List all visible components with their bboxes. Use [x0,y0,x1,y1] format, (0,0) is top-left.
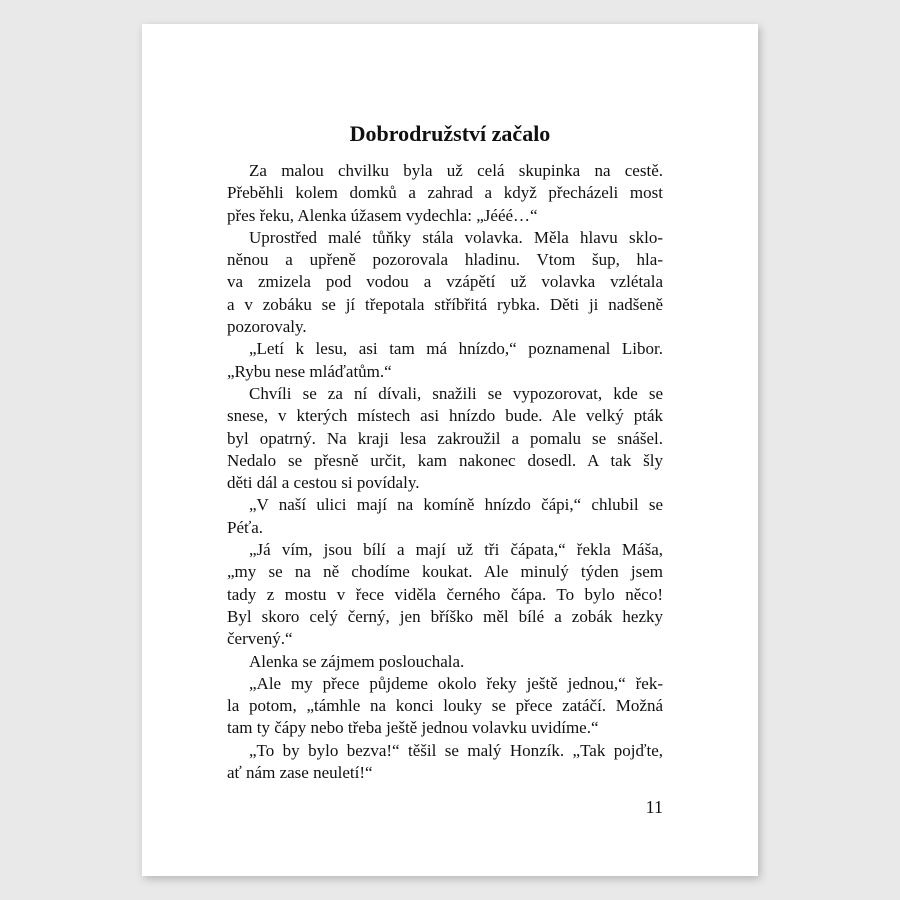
text-line: Alenka se zájmem poslouchala. [249,651,465,671]
text-line: „Ale my přece půjdeme okolo řeky ještě jednou,“ řek- [249,673,663,693]
text-line: „To by bylo bezva!“ těšil se malý Honzík. „Tak pojďte, [249,740,663,760]
text-line: „Rybu nese mláďatům.“ [227,361,392,381]
text-line: Za malou chvilku byla už celá skupinka na cestě. [249,161,663,180]
text-line: tady z mostu v řece viděla černého čápa. To bylo něco! [227,584,663,604]
text-line: Byl skoro celý černý, jen bříško měl bílé a zobák hezky [227,606,663,626]
chapter-title: Dobrodružství začalo [349,121,551,146]
text-line: ať nám zase neuletí!“ [227,763,373,783]
text-line: va zmizela pod vodou a vzápětí už volavka vzlétala [227,272,663,292]
text-line: a v zobáku se jí třepotala stříbřitá rybka. Děti ji nadšeně [227,294,663,314]
text-line: Chvíli se za ní dívali, snažili se vypozorovat, kde se [249,383,663,403]
text-line: „Letí k lesu, asi tam má hnízdo,“ poznamenal Libor. [249,339,663,359]
book-page [142,24,758,876]
text-line: pozorovaly. [227,317,307,337]
text-line: „V naší ulici mají na komíně hnízdo čápi,“ chlubil se [249,495,663,515]
text-line: Péťa. [227,517,264,537]
text-line: Přeběhli kolem domků a zahrad a když přecházeli most [227,183,663,203]
text-line: přes řeku, Alenka úžasem vydechla: „Jééé…“ [227,205,538,225]
text-line: „my se na ně chodíme koukat. Ale minulý týden jsem [227,562,663,582]
text-line: červený.“ [227,629,293,649]
text-line: něnou a upřeně pozorovala hladinu. Vtom šup, hla- [227,250,663,270]
chapter-body [227,160,663,784]
text-line: Nedalo se přesně určit, kam nakonec dosedl. A tak šly [227,450,663,470]
page-number: 11 [645,797,663,817]
text-line: „Já vím, jsou bílí a mají už tři čápata,“ řekla Máša, [249,540,663,560]
text-line: tam ty čápy nebo třeba ještě jednou volavku uvidíme.“ [227,718,599,738]
text-line: byl opatrný. Na kraji lesa zakroužil a pomalu se snášel. [227,428,663,448]
text-line: snese, v kterých místech asi hnízdo bude. Ale velký pták [227,406,663,426]
text-line: Uprostřed malé tůňky stála volavka. Měla hlavu sklo- [249,227,663,247]
text-line: la potom, „támhle na konci louky se přece zatáčí. Možná [227,696,663,716]
text-line: děti dál a cestou si povídaly. [227,473,420,493]
